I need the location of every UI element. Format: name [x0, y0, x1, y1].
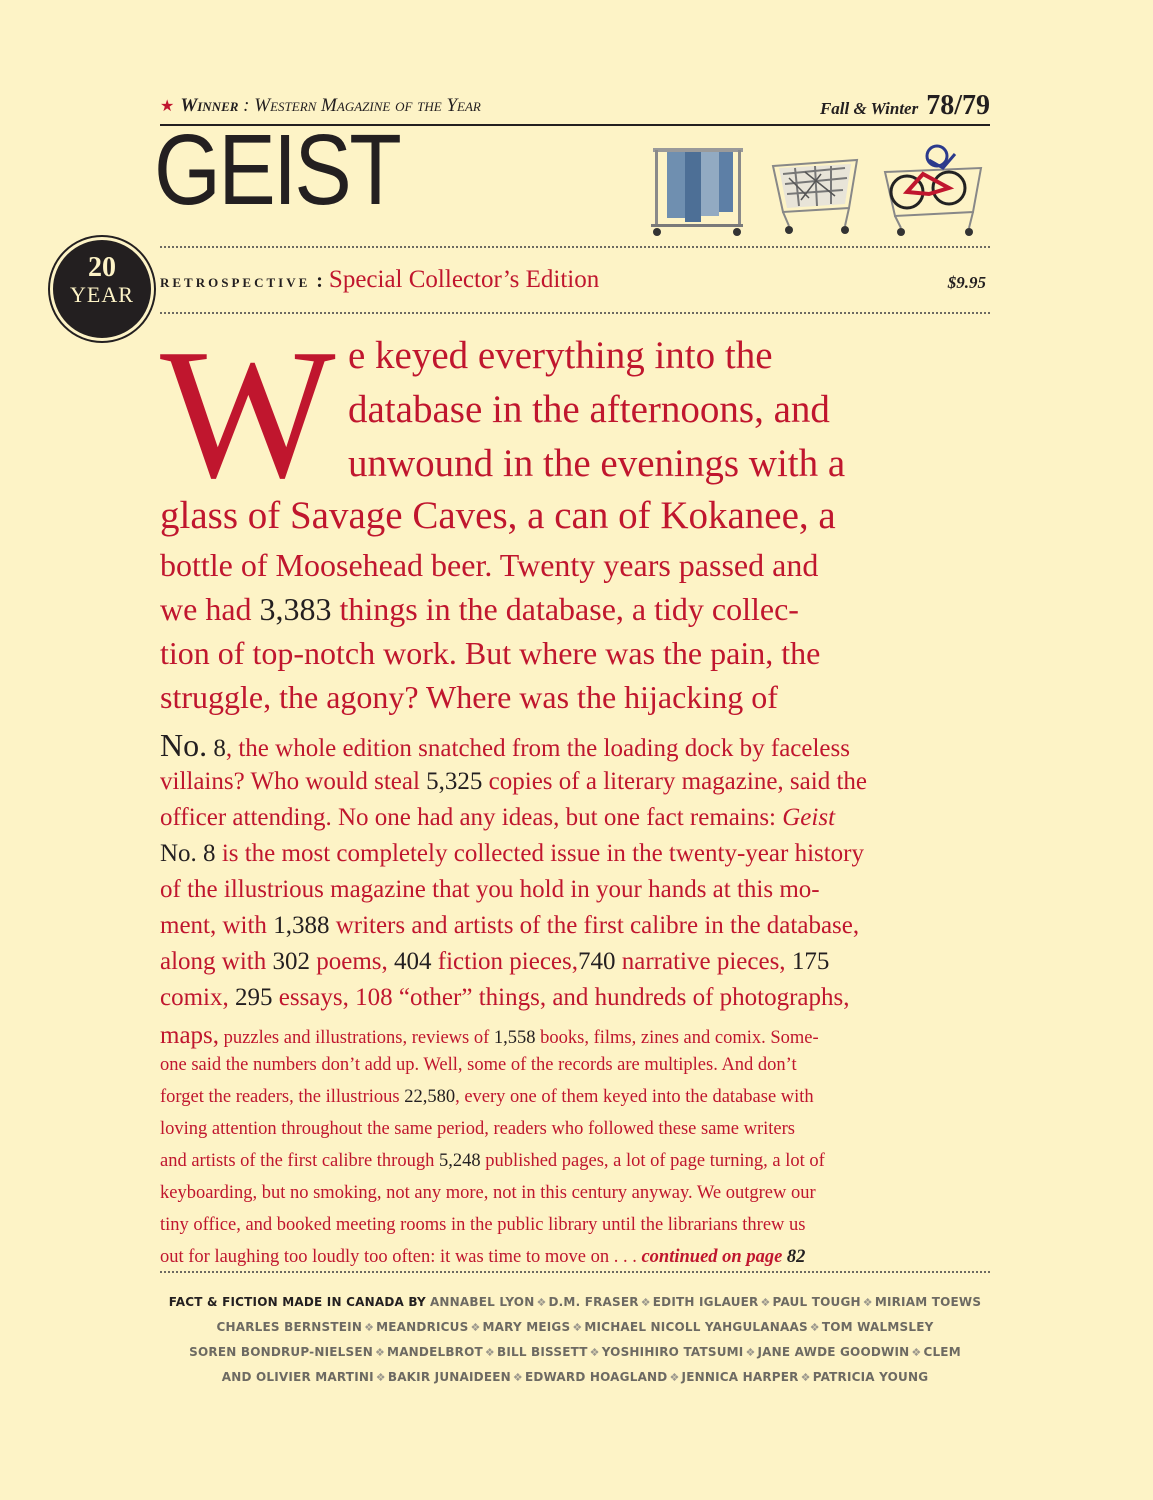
- kicker-separator: :: [316, 270, 323, 292]
- badge-number: 20: [88, 252, 116, 283]
- text-line: tiny office, and booked meeting rooms in the public library until the librarians threw us: [160, 1215, 806, 1235]
- text-line: out for laughing too loudly too often: it was time to move on . . . continued on page 82: [160, 1247, 806, 1267]
- twenty-year-badge: [50, 237, 154, 341]
- shopping-cart-bicycles-photo: [877, 138, 990, 238]
- star-icon: ★: [160, 98, 175, 115]
- dotted-rule-bottom: [160, 1271, 990, 1273]
- text-line: comix, 295 essays, 108 “other” things, and hundreds of photographs,: [160, 984, 850, 1011]
- text-line: database in the afternoons, and: [348, 388, 830, 431]
- contributor: MANDELBROT: [387, 1345, 483, 1359]
- contributor: JANE AWDE GOODWIN: [757, 1345, 910, 1359]
- contributors-list: [160, 1290, 990, 1390]
- separator-icon: ❖: [589, 1346, 600, 1359]
- contributor: ANNABEL LYON: [429, 1295, 535, 1309]
- contributor: MEANDRICUS: [376, 1320, 469, 1334]
- contributor: EDITH IGLAUER: [652, 1295, 759, 1309]
- text-line: forget the readers, the illustrious 22,580, every one of them keyed into the database with: [160, 1087, 814, 1107]
- separator-icon: ❖: [745, 1346, 756, 1359]
- contributor: D.M. FRASER: [548, 1295, 639, 1309]
- clothes-rack-photo: [645, 138, 750, 238]
- contributor: MICHAEL NICOLL YAHGULANAAS: [584, 1320, 808, 1334]
- contributor: AND OLIVIER MARTINI: [221, 1370, 374, 1384]
- contributor: BAKIR JUNAIDEEN: [387, 1370, 511, 1384]
- text-line: and artists of the first calibre through 5,248 published pages, a lot of page turning, a lot of: [160, 1151, 825, 1171]
- retrospective-kicker: RETROSPECTIVE: [160, 275, 311, 290]
- separator-icon: ❖: [572, 1321, 583, 1334]
- separator-icon: ❖: [375, 1371, 386, 1384]
- separator-icon: ❖: [640, 1296, 651, 1309]
- separator-icon: ❖: [760, 1296, 771, 1309]
- separator-icon: ❖: [364, 1321, 375, 1334]
- text-line: keyboarding, but no smoking, not any more, not in this century anyway. We outgrew our: [160, 1183, 816, 1203]
- separator-icon: ❖: [374, 1346, 386, 1359]
- separator-icon: ❖: [862, 1296, 873, 1309]
- shopping-cart-papers-photo: [765, 138, 865, 238]
- text-line: of the illustrious magazine that you hold in your hands at this mo-: [160, 876, 820, 903]
- separator-icon: ❖: [470, 1321, 481, 1334]
- photo-strip: [645, 138, 990, 238]
- text-line: e keyed everything into the: [348, 334, 773, 377]
- contributor: MARY MEIGS: [482, 1320, 571, 1334]
- text-line: tion of top-notch work. But where was the pain, the: [160, 635, 821, 671]
- separator-icon: ❖: [512, 1371, 523, 1384]
- issue-info: [820, 90, 990, 122]
- text-line: we had 3,383 things in the database, a tidy collec-: [160, 591, 799, 627]
- separator-icon: ❖: [911, 1346, 922, 1359]
- separator-icon: ❖: [484, 1346, 495, 1359]
- contributor: CHARLES BERNSTEIN: [216, 1320, 363, 1334]
- text-line: No. 8, the whole edition snatched from the loading dock by faceless: [160, 727, 850, 763]
- issue-season: Fall & Winter: [819, 99, 919, 118]
- text-line: struggle, the agony? Where was the hijacking of: [160, 679, 778, 715]
- retrospective-line: [160, 266, 599, 294]
- continued-link[interactable]: continued on page 82: [641, 1247, 806, 1267]
- contributor: EDWARD HOAGLAND: [524, 1370, 668, 1384]
- contributor: PATRICIA YOUNG: [812, 1370, 929, 1384]
- separator-icon: ❖: [669, 1371, 680, 1384]
- award-winner: Winner: [180, 95, 239, 116]
- text-line: along with 302 poems, 404 fiction pieces,740 narrative pieces, 175: [160, 948, 830, 975]
- cover-price: $9.95: [947, 273, 986, 292]
- issue-number: 78/79: [926, 90, 990, 121]
- text-line: officer attending. No one had any ideas, but one fact remains: Geist: [160, 804, 836, 831]
- text-line: loving attention throughout the same period, readers who followed these same writers: [160, 1119, 795, 1139]
- dotted-rule-upper: [160, 246, 990, 248]
- credits-lead: FACT & FICTION MADE IN CANADA BY: [168, 1295, 426, 1309]
- text-line: maps, puzzles and illustrations, reviews of 1,558 books, films, zines and comix. Some-: [160, 1022, 819, 1049]
- separator-icon: ❖: [536, 1296, 547, 1309]
- contributor: PAUL TOUGH: [772, 1295, 861, 1309]
- contributor: MIRIAM TOEWS: [874, 1295, 982, 1309]
- contributor: YOSHIHIRO TATSUMI: [601, 1345, 744, 1359]
- separator-icon: ❖: [800, 1371, 811, 1384]
- text-line: one said the numbers don’t add up. Well, some of the records are multiples. And don’t: [160, 1055, 797, 1075]
- contributor: JENNICA HARPER: [681, 1370, 799, 1384]
- contributor: BILL BISSETT: [496, 1345, 588, 1359]
- contributor: CLEM: [923, 1345, 961, 1359]
- contributor: TOM WALMSLEY: [821, 1320, 934, 1334]
- drop-cap: W: [160, 311, 336, 517]
- contributor: SOREN BONDRUP-NIELSEN: [189, 1345, 373, 1359]
- badge-label: YEAR: [70, 282, 134, 307]
- award-text: : Western Magazine of the Year: [238, 95, 481, 116]
- text-line: glass of Savage Caves, a can of Kokanee, a: [160, 494, 836, 537]
- separator-icon: ❖: [809, 1321, 820, 1334]
- geist-logo: GEIST: [154, 114, 400, 226]
- text-line: No. 8 is the most completely collected issue in the twenty-year history: [160, 840, 865, 867]
- text-line: unwound in the evenings with a: [348, 442, 846, 485]
- text-line: ment, with 1,388 writers and artists of the first calibre in the database,: [160, 912, 860, 939]
- text-line: villains? Who would steal 5,325 copies of a literary magazine, said the: [160, 768, 867, 795]
- text-line: bottle of Moosehead beer. Twenty years passed and: [160, 547, 819, 583]
- edition-subtitle: Special Collector’s Edition: [328, 266, 600, 293]
